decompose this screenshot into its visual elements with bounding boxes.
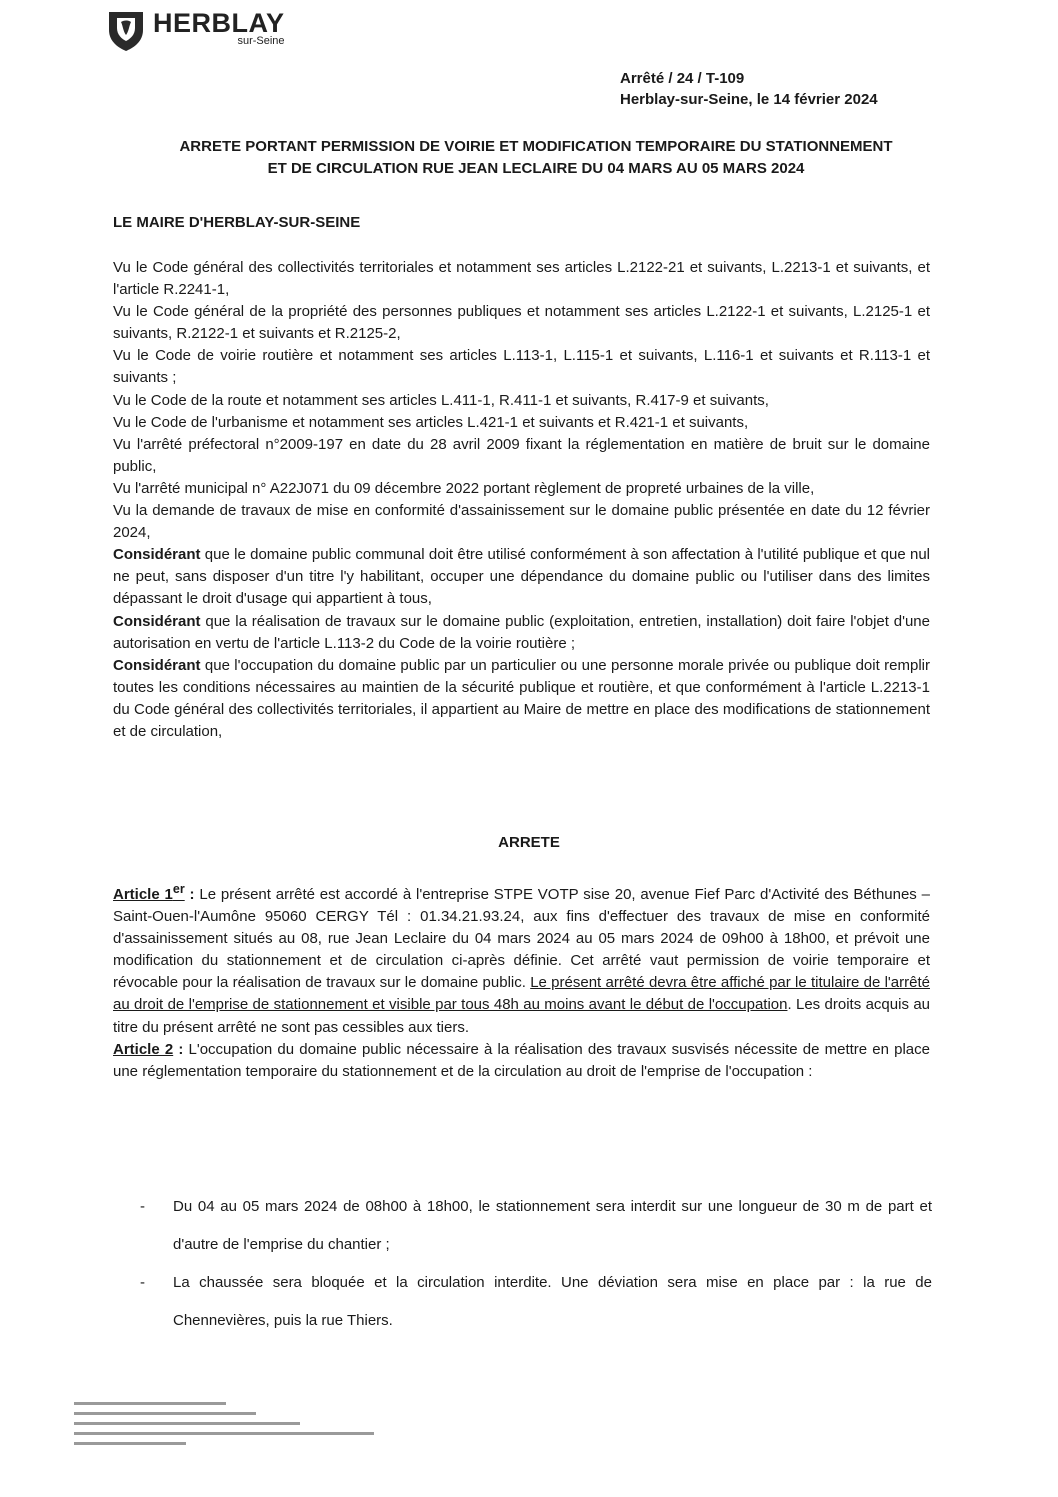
arrete-reference: Arrêté / 24 / T-109 [620,70,745,87]
list-item [140,1188,932,1264]
footer-line [74,1442,186,1445]
article-1-display-notice: Le présent arrêté devra être affiché par le titulaire de l'arrêté au droit de l'emprise de stationnement et visible par tous 48h au moins avant le début de l'occupation [113,974,930,1014]
measure-text: Du 04 au 05 mars 2024 de 08h00 à 18h00, le stationnement sera interdit sur une longueur de 30 m de part et d'autre de l'emprise du chantier ; [173,1198,932,1253]
visa-item: Vu le Code de l'urbanisme et notamment ses articles L.421-1 et suivants et R.421-1 et suivants, [113,413,749,431]
article-1-text-end: . Les droits acquis au titre du présent arrêté ne sont pas cessibles aux tiers. [113,996,930,1036]
visa-item: Vu l'arrêté préfectoral n°2009-197 en date du 28 avril 2009 fixant la réglementation en matière de bruit sur le domaine public, [113,435,930,475]
bullet-dash: - [140,1198,145,1215]
considerant-keyword: Considérant [113,656,201,674]
title-line-1: ARRETE PORTANT PERMISSION DE VOIRIE ET MODIFICATION TEMPORAIRE DU STATIONNEMENT [179,138,893,155]
visa-item: Vu la demande de travaux de mise en conformité d'assainissement sur le domaine public présentée en date du 12 février 2024, [113,502,930,542]
considerant-keyword: Considérant [113,546,201,564]
article-1-label-text: Article 1 [113,886,173,903]
bullet-dash: - [140,1274,145,1291]
visa-item: Vu l'arrêté municipal n° A22J071 du 09 décembre 2022 portant règlement de propreté urbaines de la ville, [113,479,815,497]
considerant-keyword: Considérant [113,612,201,630]
footer-line [74,1412,256,1415]
city-logo [105,8,285,52]
considerant-text: que la réalisation de travaux sur le domaine public (exploitation, entretien, installation) doit faire l'objet d'une autorisation en vertu de l'article L.113-2 du Code de la voirie routière ; [113,612,930,652]
footer-line [74,1432,374,1435]
visa-item: Vu le Code de la route et notamment ses articles L.411-1, R.411-1 et suivants, R.417-9 et suivants, [113,391,769,409]
visa-item: Vu le Code de voirie routière et notamment ses articles L.113-1, L.115-1 et suivants, L.116-1 et suivants et R.113-1 et suivants ; [113,347,930,387]
place-date: Herblay-sur-Seine, le 14 février 2024 [620,91,878,108]
article-1 [113,878,930,1039]
authority-heading: LE MAIRE D'HERBLAY-SUR-SEINE [113,214,361,231]
footer-line [74,1402,226,1405]
considerant-item [113,655,930,743]
visa-item: Vu le Code général de la propriété des personnes publiques et notamment ses articles L.2122-1 et suivants, L.2125-1 et suivants, R.2122-1 et suivants et R.2125-2, [113,303,930,343]
list-item [140,1264,932,1340]
city-name-sub: sur-Seine [237,35,285,47]
article-2-text: L'occupation du domaine public nécessaire à la réalisation des travaux susvisés nécessite de mettre en place une réglementation temporaire du stationnement et de la circulation au droit de l'emprise de l'occupation : [113,1040,930,1080]
considerant-text: que le domaine public communal doit être utilisé conformément à son affectation à l'utilité publique et que nul ne peut, sans disposer d'un titre l'y habilitant, occuper une dépendance du domaine public ou l'utiliser dans des limites dépassant le droit d'usage qui appartient à tous, [113,546,930,608]
considerant-item [113,544,930,610]
footer-line [74,1422,300,1425]
article-1-sup: er [172,882,185,896]
title-line-2: ET DE CIRCULATION RUE JEAN LECLAIRE DU 04 MARS AU 05 MARS 2024 [267,160,805,177]
reference-block [620,68,878,110]
considerant-item [113,611,930,655]
city-crest-icon [105,8,147,52]
article-1-colon: : [184,886,195,903]
city-name: HERBLAY [153,8,285,38]
measure-text: La chaussée sera bloquée et la circulation interdite. Une déviation sera mise en place par : la rue de Chennevières, puis la rue Thiers. [173,1274,932,1329]
articles [113,878,930,1083]
considerant-text: que l'occupation du domaine public par un particulier ou une personne morale privée ou publique doit remplir toutes les conditions nécessaires au maintien de la sécurité publique et routière, et que conformément à l'article L.2213-1 du Code général des collectivités territoriales, il appartient au Maire de mettre en place des modifications de stationnement et de circulation, [113,656,930,740]
visa-item: Vu le Code général des collectivités territoriales et notamment ses articles L.2122-21 et suivants, L.2213-1 et suivants, et l'article R.2241-1, [113,259,930,299]
preamble [113,257,930,743]
article-2-label: Article 2 [113,1040,174,1058]
decision-heading: ARRETE [498,834,560,851]
document-title [100,136,972,180]
measures-list [140,1188,932,1340]
article-1-label [113,882,185,903]
article-2-colon: : [173,1040,184,1058]
footer-address-block [74,1402,374,1452]
article-2 [113,1039,930,1083]
article-1-text: Le présent arrêté est accordé à l'entreprise STPE VOTP sise 20, avenue Fief Parc d'Activité des Béthunes – Saint-Ouen-l'Aumône 95060 CERGY Tél : 01.34.21.93.24, aux fins d'effectuer des travaux de mise en conformité d'assainissement situés au 08, rue Jean Leclaire du 04 mars 2024 au 05 mars 2024 de 09h00 à 18h00, et prévoit une modification du stationnement et de circulation ci-après définie. Cet arrêté vaut permission de voirie temporaire et révocable pour la réalisation de travaux sur le domaine public. [113,886,930,992]
